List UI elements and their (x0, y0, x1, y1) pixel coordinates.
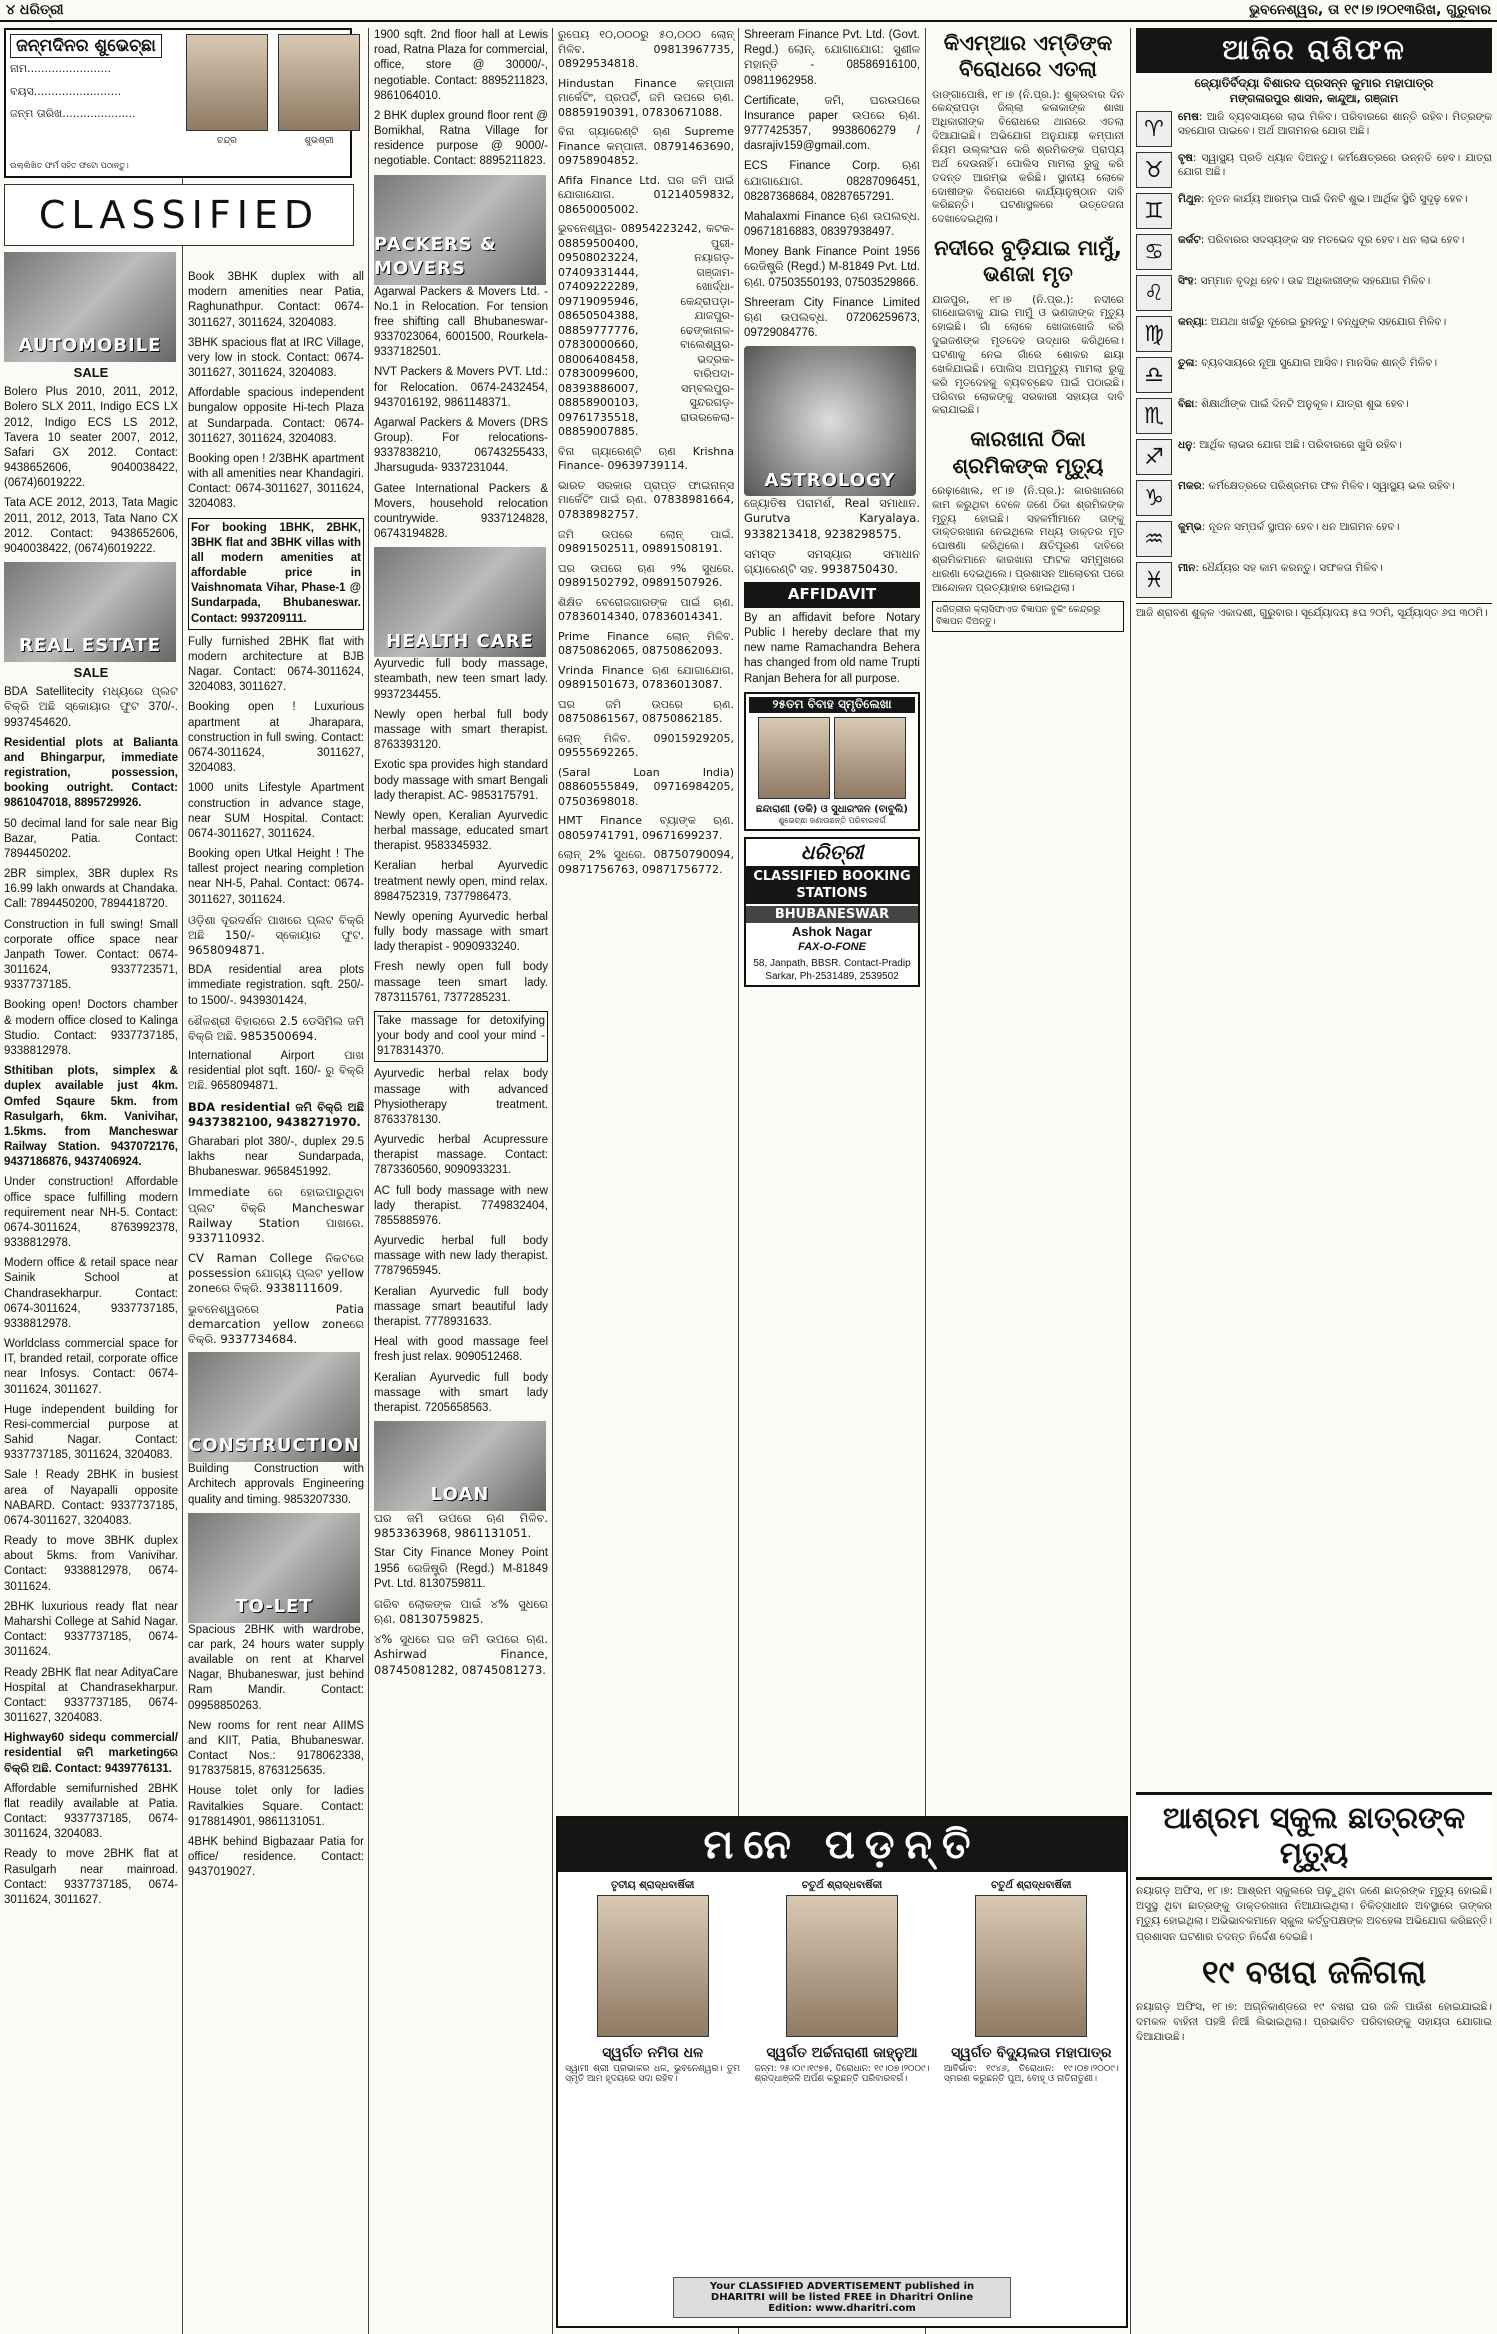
birthday-field-name: ନାମ........................ (10, 62, 111, 76)
list-item: Ayurvedic full body massage, steambath, new teen smart lady. 9937234455. (374, 658, 548, 701)
affidavit-heading: AFFIDAVIT (744, 582, 920, 608)
anniversary-title: ୨୫ତମ ବିବାହ ସ୍ମୃତିଲେଖା (749, 697, 915, 713)
news-headline: କାରଖାନା ଠିକା ଶ୍ରମିକଙ୍କ ମୃତ୍ୟୁ (952, 427, 1104, 478)
list-item: Affordable spacious independent bungalow opposite Hi-tech Plaza at Sundarpada. Contact: 0674-3011627, 3011624, 3204083. (188, 387, 364, 445)
zodiac-text: ବିଛା: ଶିକ୍ଷାର୍ଥୀଙ୍କ ପାଇଁ ଦିନଟି ଅନୁକୂଳ। ଯାତ୍ରା ଶୁଭ ହେବ। (1178, 398, 1409, 411)
zodiac-icon: ♍ (1136, 316, 1172, 352)
column-divider (182, 28, 183, 2334)
list-item: Star City Finance Money Point 1956 ରେଜିଷ୍ଟ୍ରି (Regd.) M-81849 Pvt. Ltd. 8130759811. (374, 1547, 548, 1590)
list-item: BDA Satellitecity ମଧ୍ୟରେ ପ୍ଲଟ ବିକ୍ରି ଅଛି ସ୍କୋୟାର ଫୁଟ 370/-. 9937454620. (4, 686, 178, 729)
list-item: 2 BHK duplex ground floor rent @ Bomikhal, Ratna Village for residence purpose @ 9000/- negotiable. Contact: 8895211823. (374, 109, 548, 168)
zodiac-entry (1136, 152, 1492, 188)
online-line: Your CLASSIFIED ADVERTISEMENT published in (709, 2281, 975, 2292)
zodiac-entry (1136, 357, 1492, 393)
child-photo (278, 34, 360, 131)
zodiac-icon: ♒ (1136, 521, 1172, 557)
zodiac-icon: ♌ (1136, 275, 1172, 311)
memorial-name: ସ୍ୱର୍ଗତ ଅର୍ଚ୍ଚନାରାଣୀ ଜାହ୍ନୁଆ (766, 2045, 918, 2061)
zodiac-entry (1136, 480, 1492, 516)
birthday-field-age: ବୟସ......................... (10, 84, 122, 98)
zodiac-name: କୁମ୍ଭ (1178, 521, 1202, 534)
list-item: Certificate, ଜମି, ଘରଉପରେ Insurance paper ଉପରେ ଋଣ. 9777425357, 9938606279 / dasrajiv159@gmail.com. (744, 94, 920, 153)
list-item: AC full body massage with new lady therapist. 7749832404, 7855885976. (374, 1184, 548, 1227)
child-name: ଶୁଭଶ୍ରୀ (304, 136, 334, 147)
list-item: ସମସ୍ତ ସମସ୍ୟାର ସମାଧାନ ଗ୍ୟାରେଣ୍ଟି ସହ. 9938750430. (744, 546, 920, 576)
online-notice (673, 2277, 1011, 2318)
memorial-caption: ଚତୁର୍ଥ ଶ୍ରାଦ୍ଧବାର୍ଷିକୀ (801, 1880, 883, 1891)
list-item: ଶିକ୍ଷିତ ବେରୋଜଗାରଙ୍କ ପାଇଁ ଋଣ. 07836014340, 07836014341. (558, 595, 734, 624)
list-item: NVT Packers & Movers PVT. Ltd.: for Relocation. 0674-2432454, 9437016192, 9861148371. (374, 366, 548, 409)
list-item: Afifa Finance Ltd. ଘର ଜମି ପାଇଁ ଯୋଗାଯୋଗ. 01214059832, 08650005002. (558, 173, 734, 216)
list-item: Mahalaxmi Finance ଋଣ ଉପଲବ୍ଧ. 09671816883, 08397938497. (744, 210, 920, 239)
zodiac-name: କନ୍ୟା (1178, 316, 1205, 329)
booking-address: 58, Janpath, BBSR. Contact-Pradip Sarkar, Ph-2531489, 2539502 (753, 957, 911, 983)
zodiac-name: କର୍କଟ (1178, 234, 1201, 247)
automobile-sale-heading: SALE (73, 365, 109, 380)
zodiac-text: କନ୍ୟା: ଅଯଥା ଖର୍ଚ୍ଚରୁ ଦୂରେଇ ରୁହନ୍ତୁ। ବନ୍ଧୁଙ୍କ ସହଯୋଗ ମିଳିବ। (1178, 316, 1447, 329)
list-item: ଲୋନ୍ 2% ସୁଧରେ. 08750790094, 09871756763, 09871756772. (558, 848, 734, 876)
list-item: 50 decimal land for sale near Big Bazar, Patia. Contact: 7894450202. (4, 817, 178, 860)
list-item: Shreeram Finance Pvt. Ltd. (Govt. Regd.) ଲୋନ୍. ଯୋଗାଯୋଗ: ସୁଶୀଳ ମହାନ୍ତି - 08586916100, 09811962958. (744, 29, 920, 87)
zodiac-name: ମିଥୁନ (1178, 193, 1201, 206)
list-item: Agarwal Packers & Movers Ltd. - No.1 in Relocation. For tension free shifting call Bhubaneswar- 9337023064, 6001500, Rourkela-9337182501. (374, 285, 548, 359)
list-item: Keralian Ayurvedic full body massage with smart lady therapist. 7205658563. (374, 1371, 548, 1414)
list-item: 1900 sqft. 2nd floor hall at Lewis road, Ratna Plaza for commercial, office, store @ 30000/-, negotiable. Contact: 8895211823, 9861064010. (374, 29, 548, 102)
packers-image: PACKERS & MOVERS (374, 175, 546, 285)
memorial-name: ସ୍ୱର୍ଗତ ନମିତା ଧଳ (602, 2045, 704, 2061)
list-item: Newly opening Ayurvedic herbal fully body massage with smart lady therapist - 9090933240. (374, 910, 548, 954)
booking-shop: FAX-O-FONE (798, 941, 866, 954)
zodiac-icon: ♉ (1136, 152, 1172, 188)
memorial-desc: ସ୍ୱାମୀ ଶ୍ରୀ ପ୍ରଭାକର ଧଳ, ଭୁବନେଶ୍ୱର। ତୁମ ସ୍ମୃତି ଆମ ହୃଦୟରେ ସଦା ରହିବ। (565, 2064, 741, 2084)
memorial-person (754, 1880, 929, 2084)
list-item: Ayurvedic herbal relax body massage with advanced Physiotherapy treatment. 8763378130. (374, 1068, 548, 1126)
zodiac-prediction: ଧୈର୍ଯ୍ୟର ସହ କାମ କରନ୍ତୁ। ସଫଳତା ମିଳିବ। (1202, 562, 1383, 575)
list-item: ECS Finance Corp. ଋଣ ଯୋଗାଯୋଗ. 08287096451, 08287368684, 08287657291. (744, 160, 920, 203)
memorial-person (944, 1880, 1119, 2084)
zodiac-prediction: ଅଯଥା ଖର୍ଚ୍ଚରୁ ଦୂରେଇ ରୁହନ୍ତୁ। ବନ୍ଧୁଙ୍କ ସହଯୋଗ ମିଳିବ। (1210, 316, 1447, 329)
list-item: 4BHK behind Bigbazaar Patia for office/ residence. Contact: 9437019027. (188, 1835, 364, 1879)
column-5 (744, 28, 920, 1714)
memorial-desc: ଜନ୍ମ: ୨୫।୦୯।୧୯୭୫, ତିରୋଧାନ: ୧୯।୦୭।୨୦୦୯। ଶ୍ରଦ୍ଧାଞ୍ଜଳି ଅର୍ପଣ କରୁଛନ୍ତି ପରିବାରବର୍ଗ। (754, 2064, 930, 2084)
news-body: ଯାଜପୁର, ୧୮।୭ (ନି.ପ୍ର.): ନଦୀରେ ଗାଧୋଇବାକୁ ଯାଇ ମାମୁଁ ଓ ଭଣଜାଙ୍କ ମୃତ୍ୟୁ ହୋଇଛି। ଗାଁ ଲୋକେ ଖୋଜାଖୋଜି କରି ଦୁଇଜଣଙ୍କ ମୃତଦେହ ଉଦ୍ଧାର କରିଥିଲେ। ଘଟଣାକୁ ନେଇ ଗାଁରେ ଶୋକର ଛାୟା ଖେଳିଯାଇଛି। ପୋଲିସ ଅପମୃତ୍ୟୁ ମାମଲା ରୁଜୁ କରି ମୃତଦେହକୁ ବ୍ୟବଚ୍ଛେଦ ପାଇଁ ପଠାଇଛି। ପରିବାର ଲୋକଙ୍କୁ ସରକାରୀ ସହାୟତା ଦାବି କରାଯାଇଛି। (932, 293, 1124, 417)
zodiac-prediction: ଆର୍ଥିକ ଲାଭର ଯୋଗ ଅଛି। ପରିବାରରେ ଖୁସି ରହିବ। (1199, 439, 1402, 452)
booking-title: CLASSIFIED BOOKING STATIONS (746, 866, 918, 904)
list-item: (Saral Loan India) 08860555849, 09716984205, 07503698018. (558, 765, 734, 808)
list-item: Bolero Plus 2010, 2011, 2012, Bolero SLX 2011, Indigo ECS LX 2012, Indigo ECS LS 2012, Tavera 10 seater 2007, 2012, Safari GX 2012. Contact: 9438652606, 9040038422, (0674)6019222. (4, 386, 178, 490)
booking-city: BHUBANESWAR (746, 906, 918, 923)
list-item: Gatee International Packers & Movers, household relocation countrywide. 9337124828, 06743194828. (374, 482, 548, 541)
child-photo (186, 34, 268, 131)
health-care-image: HEALTH CARE (374, 547, 546, 657)
memorial-photo (975, 1895, 1087, 2037)
list-item: ଘର ଜମି ଉପରେ ଋଣ ମିଳିବ. 9853363968, 9861131051. (374, 1511, 548, 1541)
memorial-caption: ତୃତୀୟ ଶ୍ରାଦ୍ଧବାର୍ଷିକୀ (611, 1880, 695, 1891)
list-item: ଜମି ଉପରେ ଲୋନ୍ ପାଇଁ. 09891502511, 09891508191. (558, 527, 734, 556)
list-item: Shreeram City Finance Limited ଋଣ ଉପଲବ୍ଧ. 07206259673, 09729084776. (744, 296, 920, 340)
tolet-image: TO-LET (188, 1513, 360, 1623)
memorial-title: ମନେ ପଡ଼ନ୍ତି (558, 1818, 1126, 1872)
zodiac-text: ମୀନ: ଧୈର୍ଯ୍ୟର ସହ କାମ କରନ୍ତୁ। ସଫଳତା ମିଳିବ। (1178, 562, 1383, 575)
list-item: Fully furnished 2BHK flat with modern architecture at BJB Nagar. Contact: 0674-3011624, 3204083, 3011627. (188, 635, 364, 694)
zodiac-name: ମେଷ (1178, 111, 1199, 124)
construction-image: CONSTRUCTION (188, 1352, 360, 1462)
zodiac-icon: ♋ (1136, 234, 1172, 270)
list-item: ୪% ସୁଧରେ ଘର ଜମି ଉପରେ ଋଣ. Ashirwad Finance, 08745081282, 08745081273. (374, 1632, 548, 1677)
zodiac-icon: ♓ (1136, 562, 1172, 598)
rashifala-title: ଆଜିର ରାଶିଫଳ (1136, 28, 1492, 73)
zodiac-name: ମକର (1178, 480, 1202, 493)
zodiac-text: ମକର: କର୍ମକ୍ଷେତ୍ରରେ ପରିଶ୍ରମର ଫଳ ମିଳିବ। ସ୍ୱାସ୍ଥ୍ୟ ଭଲ ରହିବ। (1178, 480, 1455, 493)
news-headline: ଆଶ୍ରମ ସ୍କୁଲ ଛାତ୍ରଙ୍କ ମୃତ୍ୟୁ (1136, 1792, 1492, 1880)
list-item: New rooms for rent near AIIMS and KIIT, Patia, Bhubaneswar. Contact Nos.: 9178062338, 9178375815, 8763125635. (188, 1719, 364, 1778)
list-item: Gharabari plot 380/-, duplex 29.5 lakhs near Sundarpada, Bhubaneswar. 9658451992. (188, 1135, 364, 1179)
column-divider (1130, 28, 1131, 2334)
zodiac-prediction: ସମ୍ମାନ ବୃଦ୍ଧି ହେବ। ଉଚ୍ଚ ଅଧିକାରୀଙ୍କ ସହଯୋଗ ମିଳିବ। (1200, 275, 1431, 288)
list-item: ଗରିବ ଲୋକଙ୍କ ପାଇଁ ୪% ସୁଧରେ ଋଣ. 08130759825. (374, 1596, 548, 1627)
zodiac-entry (1136, 234, 1492, 270)
list-item: Agarwal Packers & Movers (DRS Group). For relocations- 9337838210, 06743255433, Jharsuguda- 9337231044. (374, 416, 548, 475)
booking-note: ଧରିତ୍ରୀର କ୍ଲାସିଫାଏଡ ବିଜ୍ଞାପନ ବୁକିଂ କେନ୍ଦ୍ରରୁ ବିଜ୍ଞାପନ ଦିଅନ୍ତୁ। (932, 601, 1124, 633)
list-item: 1000 units Lifestyle Apartment construction in advance stage, near SUM Hospital. Contact: 0674-3011627, 3011624. (188, 782, 364, 840)
zodiac-entry (1136, 316, 1492, 352)
zodiac-icon: ♈ (1136, 111, 1172, 147)
list-item: ଶୈଳଶ୍ରୀ ବିହାରରେ 2.5 ଡେସିମିଲ ଜମି ବିକ୍ରି ଅଛି. 9853500694. (188, 1013, 364, 1043)
column-2 (188, 270, 364, 2334)
list-item: Booking open Utkal Height ! The tallest project nearing completion near NH-5, Pahal. Contact: 0674-3011627, 3011624. (188, 848, 364, 906)
zodiac-list (1136, 111, 1492, 598)
list-item: ଜ୍ୟୋତିଷ ପରାମର୍ଶ, Real ସମାଧାନ. Gurutva Karyalaya. 9338213418, 9238298575. (744, 496, 920, 541)
zodiac-name: ବୃଷ (1178, 152, 1193, 165)
list-item: International Airport ପାଖ residential plot sqft. 160/- ରୁ ବିକ୍ରି ଅଛି. 9658094871. (188, 1050, 364, 1093)
list-item: Building Construction with Architech approvals Engineering quality and timing. 9853207330. (188, 1463, 364, 1506)
list-item: Fresh newly open full body massage teen smart lady. 7873115761, 7377285231. (374, 961, 548, 1004)
child-name: ଚନ୍ଦ୍ର (216, 136, 237, 147)
real-estate-image: REAL ESTATE (4, 562, 176, 662)
online-line: Edition: www.dharitri.com (768, 2303, 916, 2314)
zodiac-text: ମିଥୁନ: ନୂତନ କାର୍ଯ୍ୟ ଆରମ୍ଭ ପାଇଁ ଦିନଟି ଶୁଭ। ଆର୍ଥିକ ସ୍ଥିତି ସୁଦୃଢ଼ ହେବ। (1178, 193, 1468, 206)
list-item: Ready 2BHK flat near AdityaCare Hospital at Chandrasekharpur. Contact: 9337737185, 0674-3011627, 3204083. (4, 1666, 178, 1725)
news-body: ନୟାଗଡ଼ ଅଫିସ, ୧୮।୭: ଆଶ୍ରମ ସ୍କୁଲରେ ପଢ଼ୁଥିବା ଜଣେ ଛାତ୍ରଙ୍କ ମୃତ୍ୟୁ ହୋଇଛି। ଅସୁସ୍ଥ ଥିବା ଛାତ୍ରଙ୍କୁ ଡାକ୍ତରଖାନା ନିଆଯାଇଥିଲା। ଚିକିତ୍ସାଧୀନ ଅବସ୍ଥାରେ ତାଙ୍କର ମୃତ୍ୟୁ ହୋଇଥିଲା। ଅଭିଭାବକମାନେ ସ୍କୁଲ କର୍ତ୍ତୃପକ୍ଷଙ୍କ ଅବହେଳା ଅଭିଯୋଗ କରିଛନ୍ତି। ପ୍ରଶାସନ ଘଟଣାର ତଦନ୍ତ ନିର୍ଦ୍ଦେଶ ଦେଇଛି। (1136, 1885, 1492, 1943)
zodiac-prediction: ଶିକ୍ଷାର୍ଥୀଙ୍କ ପାଇଁ ଦିନଟି ଅନୁକୂଳ। ଯାତ୍ରା ଶୁଭ ହେବ। (1201, 398, 1409, 411)
list-item: Booking open! Doctors chamber & modern office closed to Kalinga Studio. Contact: 9337737185, 9338812978. (4, 999, 178, 1057)
zodiac-name: ସିଂହ (1178, 275, 1194, 288)
column-6 (932, 28, 1124, 1714)
list-item: Keralian Ayurvedic full body massage smart beautiful lady therapist. 7778931633. (374, 1285, 548, 1328)
list-item: ବିନା ଗ୍ୟାରେଣ୍ଟି ଋଣ Krishna Finance- 09639739114. (558, 444, 734, 473)
list-item: Prime Finance ଲୋନ୍ ମିଳିବ. 08750862065, 08750862093. (558, 629, 734, 658)
news-headline: ନଦୀରେ ବୁଡ଼ିଯାଇ ମାମୁଁ, ଭଣଜା ମୃତ (934, 236, 1122, 287)
rashifala-author: ଜ୍ୟୋତିର୍ବିଦ୍ୟା ବିଶାରଦ ପ୍ରସନ୍ନ କୁମାର ମହାପାତ୍ର (1194, 75, 1434, 90)
bottom-news (1136, 1792, 1492, 2051)
list-item: 3BHK spacious flat at IRC Village, very low in stock. Contact: 0674-3011627, 3011624, 3204083. (188, 336, 364, 380)
list-item: Residential plots at Balianta and Bhingarpur, immediate registration, possession, booking outright. Contact: 9861047018, 8895729926. (4, 736, 178, 810)
list-item: Affordable semifurnished 2BHK flat readily available at Patia. Contact: 9337737185, 0674-3011624, 3204083. (4, 1782, 178, 1841)
dateline: ଭୁବନେଶ୍ୱର, ତା ୧୯।୭।୨୦୧୩ରିଖ, ଗୁରୁବାର (1249, 2, 1491, 18)
zodiac-text: ମେଷ: ଆଜି ବ୍ୟବସାୟରେ ଲାଭ ମିଳିବ। ପରିବାରରେ ଶାନ୍ତି ରହିବ। ମିତ୍ରଙ୍କ ସହଯୋଗ ପାଇବେ। ଅର୍ଥ ଆଗମନର ଯୋଗ ଅଛି। (1178, 111, 1492, 138)
birthday-box (4, 28, 352, 178)
list-item: 2BHK luxurious ready flat near Maharshi College at Sahid Nagar. Contact: 9337737185, 0674-3011624. (4, 1600, 178, 1659)
zodiac-entry (1136, 521, 1492, 557)
list-item: HMT Finance ବ୍ୟାଙ୍କ ଋଣ. 08059741791, 09671699237. (558, 814, 734, 842)
memorial-desc: ଆବିର୍ଭାବ: ୧୯୪୬, ତିରୋଧାନ: ୧୯।୦୭।୨୦୦୯। ସ୍ମରଣ କରୁଛନ୍ତି ପୁଅ, ବୋହୂ ଓ ନାତିନାତୁଣୀ। (943, 2064, 1119, 2084)
anniversary-box (744, 692, 920, 832)
list-item: Ayurvedic herbal Acupressure therapist massage. Contact: 7873360560, 9090933231. (374, 1134, 548, 1177)
memorial-name: ସ୍ୱର୍ଗତ ବିଦ୍ୟୁଲତା ମହାପାତ୍ର (951, 2045, 1112, 2061)
memorial-person (565, 1880, 740, 2084)
list-item: BDA residential area plots immediate registration. sqft. 250/- to 1500/-. 9439301424. (188, 964, 364, 1007)
list-item: ଭୁବନେଶ୍ୱର- 08954223242, କଟକ- 08859500400, ପୁରୀ- 09508023224, ନୟାଗଡ଼- 07409331444, ଗଞ୍ଜାମ- 07409222289, ଖୋର୍ଦ୍ଧା- 09719095946, କେନ୍ଦ୍ରାପଡ଼ା- 08650504388, ଯାଜପୁର- 08859777776, ଢେଙ୍କାନାଳ- 07830000660, ବାଲେଶ୍ୱର- 08006408458, ଭଦ୍ରକ- 07830099600, ବାରିପଦା- 08393886007, ସମ୍ବଲପୁର- 08858900103, ସୁନ୍ଦରଗଡ଼- 09761735518, ରାଉରକେଲା- 08859007885. (558, 222, 734, 439)
list-item: Immediate ରେ ହୋଇପାରୁଥିବା ପ୍ଲଟ ବିକ୍ରି Mancheswar Railway Station ପାଖରେ. 9337110932. (188, 1185, 364, 1245)
list-item: ଓଡ଼ିଶା ଦୂରଦର୍ଶନ ପାଖରେ ପ୍ଲଟ ବିକ୍ରି ଅଛି 150/- ସ୍କୋୟାର ଫୁଟ. 9658094871. (188, 912, 364, 958)
list-item: Ayurvedic herbal full body massage with new lady therapist. 7787965945. (374, 1235, 548, 1278)
booking-area: Ashok Nagar (791, 924, 873, 940)
zodiac-entry (1136, 439, 1492, 475)
zodiac-text: ତୁଳା: ବ୍ୟବସାୟରେ ନୂଆ ସୁଯୋଗ ଆସିବ। ମାନସିକ ଶାନ୍ତି ମିଳିବ। (1178, 357, 1438, 370)
list-item: 2BR simplex, 3BR duplex Rs 16.99 lakh onwards at Chandaka. Call: 7894450200, 7894418720. (4, 868, 178, 911)
astrology-image: ASTROLOGY (744, 346, 916, 496)
zodiac-name: ଧନୁ (1178, 439, 1193, 452)
list-item: Ready to move 3BHK duplex about 5kms. from Vanivihar. Contact: 9338812978, 0674-3011624. (4, 1535, 178, 1593)
zodiac-icon: ♑ (1136, 480, 1172, 516)
news-body: ନୟାଗଡ଼ ଅଫିସ, ୧୮।୭: ଅଗ୍ନିକାଣ୍ଡରେ ୧୯ ବଖରା ଘର ଜଳି ପାଉଁଶ ହୋଇଯାଇଛି। ଦମକଳ ବାହିନୀ ପହଞ୍ଚି ନିଆଁ ଲିଭାଇଥିଲା। ପ୍ରଭାବିତ ପରିବାରଙ୍କୁ ସହାୟତା ଯୋଗାଇ ଦିଆଯାଉଛି। (1136, 2000, 1492, 2044)
birthday-field-dob: ଜନ୍ମ ତାରିଖ..................... (10, 107, 136, 121)
list-item: CV Raman College ନିକଟରେ possession ଯୋଗ୍ୟ ପ୍ଲଟ yellow zoneରେ ବିକ୍ରି. 9338111609. (188, 1251, 364, 1296)
list-item: Money Bank Finance Point 1956 ରେଜିଷ୍ଟ୍ରି (Regd.) M-81849 Pvt. Ltd. ଋଣ. 07503550193, 07503529866. (744, 246, 920, 289)
zodiac-text: କର୍କଟ: ପରିବାରର ସଦସ୍ୟଙ୍କ ସହ ମତଭେଦ ଦୂର ହେବ। ଧନ ଲାଭ ହେବ। (1178, 234, 1465, 247)
zodiac-prediction: ନୂତନ କାର୍ଯ୍ୟ ଆରମ୍ଭ ପାଇଁ ଦିନଟି ଶୁଭ। ଆର୍ଥିକ ସ୍ଥିତି ସୁଦୃଢ଼ ହେବ। (1207, 193, 1468, 206)
news-headline: କିଏମ୍‌ଆର ଏମ୍‌ଡିଙ୍କ ବିରୋଧରେ ଏତଲା (943, 31, 1113, 82)
birthday-note: ଉଲ୍ଲିଖିତ ଫର୍ମ ସହିତ ଫଟୋ ପଠାନ୍ତୁ। (10, 161, 129, 171)
list-item: ଘର ଜମି ଉପରେ ଋଣ. 08750861567, 08750862185. (558, 697, 734, 726)
zodiac-icon: ♎ (1136, 357, 1172, 393)
affidavit-text: By an affidavit before Notary Public I hereby declare that my new name Ramachandra Behera has changed from old name Trupti Ranjan Behera for all purpose. (744, 611, 920, 685)
zodiac-entry (1136, 193, 1492, 229)
zodiac-entry (1136, 111, 1492, 147)
zodiac-name: ମୀନ (1178, 562, 1196, 575)
list-item: Take massage for detoxifying your body and cool your mind - 9178314370. (374, 1011, 548, 1063)
list-item: For booking 1BHK, 2BHK, 3BHK flat and 3BHK villas with all modern amenities at affordable price in Vaishnomata Vihar, Phase-1 @ Sundarpada, Bhubaneswar. Contact: 9937209111. (188, 518, 364, 630)
anniversary-note: ଶୁଭେଚ୍ଛା ଜଣାଉଛନ୍ତି ପରିବାରବର୍ଗ (778, 815, 886, 825)
list-item: ବିନା ଗ୍ୟାରେଣ୍ଟି ଋଣ Supreme Finance କମ୍ପାନୀ. 08791463690, 09758904852. (558, 125, 734, 168)
list-item: Booking open ! 2/3BHK apartment with all amenities near Khandagiri. Contact: 0674-3011627, 3011624, 3204083. (188, 452, 364, 511)
couple-photo (758, 717, 830, 799)
list-item: Exotic spa provides high standard body massage with smart Bengali lady therapist. AC- 9853175791. (374, 759, 548, 802)
list-item: Huge independent building for Resi-commercial purpose at Sahid Nagar. Contact: 9337737185, 3011624, 3204083. (4, 1403, 178, 1462)
column-4 (558, 28, 734, 1714)
list-item: Ready to move 2BHK flat at Rasulgarh near mainroad. Contact: 9337737185, 0674-3011624, 3011627. (4, 1848, 178, 1906)
page-header (0, 0, 1497, 22)
zodiac-text: ବୃଷ: ସ୍ୱାସ୍ଥ୍ୟ ପ୍ରତି ଧ୍ୟାନ ଦିଅନ୍ତୁ। କର୍ମକ୍ଷେତ୍ରରେ ଉନ୍ନତି ହେବ। ଯାତ୍ରା ଯୋଗ ଅଛି। (1178, 152, 1492, 179)
rashifala-column (1136, 28, 1492, 1784)
list-item: ଭାରତ ସରକାର ପ୍ରାପ୍ତ ଫାଇନାନ୍ସ ମାର୍କେଟିଂ ପାଇଁ ଋଣ. 07838981664, 07838982757. (558, 478, 734, 521)
column-divider (368, 28, 369, 2334)
memorial-caption: ଚତୁର୍ଥ ଶ୍ରାଦ୍ଧବାର୍ଷିକୀ (991, 1880, 1072, 1891)
real-estate-sale-heading: SALE (73, 665, 109, 681)
list-item: Modern office & retail space near Sainik School at Chandrasekharpur. Contact: 0674-3011624, 9337737185, 9338812978. (4, 1257, 178, 1330)
list-item: Heal with good massage feel fresh just relax. 9090512468. (374, 1336, 548, 1364)
zodiac-entry (1136, 398, 1492, 434)
zodiac-text: କୁମ୍ଭ: ନୂତନ ସମ୍ପର୍କ ସ୍ଥାପନ ହେବ। ଧନ ଆଗମନ ହେବ। (1178, 521, 1400, 534)
zodiac-prediction: ସ୍ୱାସ୍ଥ୍ୟ ପ୍ରତି ଧ୍ୟାନ ଦିଅନ୍ତୁ। କର୍ମକ୍ଷେତ୍ରରେ ଉନ୍ନତି ହେବ। ଯାତ୍ରା ଯୋଗ ଅଛି। (1178, 152, 1492, 179)
column-3 (374, 28, 548, 2334)
list-item: Keralian herbal Ayurvedic treatment newly open, mind relax. 8984752319, 7377986473. (374, 860, 548, 903)
list-item: Vrinda Finance ଋଣ ଯୋଗାଯୋଗ. 09891501673, 07836013087. (558, 663, 734, 692)
list-item: Booking open ! Luxurious apartment at Jharapara, construction in full swing. Contact: 0674-3011624, 3011627, 3204083. (188, 701, 364, 775)
list-item: Hindustan Finance କମ୍ପାନୀ ମାର୍କେଟିଂ, ପ୍ରପର୍ଟି, ଜମି ଉପରେ ଋଣ. 08859190391, 07830671088. (558, 76, 734, 119)
online-line: DHARITRI will be listed FREE in Dharitri Online (710, 2292, 974, 2303)
zodiac-name: ବିଛା (1178, 398, 1195, 411)
list-item: Under construction! Affordable office space fulfilling modern requirement near NH-5. Contact: 0674-3011624, 8763992378, 9338812978. (4, 1176, 178, 1250)
list-item: ଘର ଉପରେ ଋଣ ୨% ସୁଧରେ. 09891502792, 09891507926. (558, 561, 734, 590)
booking-stations-box (744, 837, 920, 987)
classified-logo: CLASSIFIED (4, 184, 354, 246)
birthday-title: ଜନ୍ମଦିନର ଶୁଭେଚ୍ଛା (10, 34, 162, 58)
zodiac-entry (1136, 275, 1492, 311)
page-number: ୪ ଧରିତ୍ରୀ (6, 2, 64, 18)
zodiac-icon: ♊ (1136, 193, 1172, 229)
news-body: ଡାଙ୍ଗାପୋଷି, ୧୮।୭ (ନି.ପ୍ର.): ଶୁକ୍ରବାର ଦିନ କେନ୍ଦ୍ରାପଡ଼ା ଜିଲ୍ଲା କଳାକାଙ୍କ ଶାଖା ଅଧିକାରୀଙ୍କ ବିରୋଧରେ ଥାନାରେ ଏତଲା ଦିଆଯାଇଛି। ଅଭିଯୋଗ ଅନୁଯାୟୀ କମ୍ପାନୀ ନିୟମ ଉଲ୍ଲଂଘନ କରି ଶ୍ରମିକଙ୍କ ପ୍ରାପ୍ୟ ଅର୍ଥ ଦେଉନାହିଁ। ପୋଲିସ ମାମଲା ରୁଜୁ କରି ତଦନ୍ତ ଆରମ୍ଭ କରିଛି। ସ୍ଥାନୀୟ ଲୋକେ ଦୋଷୀଙ୍କ ବିରୋଧରେ କାର୍ଯ୍ୟାନୁଷ୍ଠାନ ଦାବି କରିଛନ୍ତି। ଘଟଣାସ୍ଥଳରେ ଉତ୍ତେଜନା ଦେଖାଦେଇଥିଲା। (932, 88, 1124, 226)
zodiac-icon: ♐ (1136, 439, 1172, 475)
zodiac-name: ତୁଳା (1178, 357, 1195, 370)
zodiac-icon: ♏ (1136, 398, 1172, 434)
list-item: Newly open herbal full body massage with smart therapist. 8763393120. (374, 708, 548, 752)
list-item: House tolet only for ladies Ravitalkies Square. Contact: 9178814901, 9861131051. (188, 1785, 364, 1828)
couple-photo (834, 717, 906, 799)
list-item: Highway60 sidequ commercial/ residential ଜମି marketingରେ ବିକ୍ରି ଅଛି. Contact: 9439776131. (4, 1732, 178, 1775)
rashifala-place: ମଙ୍ଗଳାରପୁର ଶାସନ, କାନ୍ଦୁଆ, ଗଞ୍ଜାମ (1229, 91, 1399, 105)
list-item: ରୁପେୟ ୧୦,୦୦୦ରୁ ୫୦,୦୦୦ ଲୋନ୍ ମିଳିବ. 09813967735, 08929534818. (558, 28, 734, 71)
news-body: ରେଢ଼ାଖୋଲ, ୧୮।୭ (ନି.ପ୍ର.): କାରଖାନାରେ କାମ କରୁଥିବା ବେଳେ ଜଣେ ଠିକା ଶ୍ରମିକଙ୍କ ମୃତ୍ୟୁ ହୋଇଛି। ସହକର୍ମୀମାନେ ତାଙ୍କୁ ଡାକ୍ତରଖାନା ନେଇଥିଲେ ମଧ୍ୟ ଡାକ୍ତର ମୃତ ଘୋଷଣା କରିଥିଲେ। କ୍ଷତିପୂରଣ ଦାବିରେ ଶ୍ରମିକମାନେ କାରଖାନା ଫାଟକ ସମ୍ମୁଖରେ ଧାରଣା ଦେଇଥିଲେ। ପ୍ରଶାସନ ଆଲୋଚନା ପରେ ଆନ୍ଦୋଳନ ପ୍ରତ୍ୟାହାର ହୋଇଥିଲା। (932, 484, 1124, 594)
news-headline: ୧୯ ବଖରା ଜଳିଗଲା (1201, 1952, 1427, 1991)
memorial-photo (597, 1895, 709, 2037)
list-item: Sthitiban plots, simplex & duplex available just 4km. Omfed Sqaure 5km. from Rasulgarh, 6km. Vanivihar, 1.5kms. from Mancheswar Railway Station. 9437072176, 9437186876, 9437406924. (4, 1065, 178, 1169)
list-item: Newly open, Keralian Ayurvedic herbal massage, educated smart therapist. 9583345932. (374, 809, 548, 853)
list-item: ଲୋନ୍ ମିଳିବ. 09015929205, 09555692265. (558, 731, 734, 760)
list-item: Tata ACE 2012, 2013, Tata Magic 2011, 2012, 2013, Tata Nano CX 2012. Contact: 9438652606, 9040038422, (0674)6019222. (4, 497, 178, 555)
zodiac-text: ଧନୁ: ଆର୍ଥିକ ଲାଭର ଯୋଗ ଅଛି। ପରିବାରରେ ଖୁସି ରହିବ। (1178, 439, 1402, 452)
zodiac-prediction: ଆଜି ବ୍ୟବସାୟରେ ଲାଭ ମିଳିବ। ପରିବାରରେ ଶାନ୍ତି ରହିବ। ମିତ୍ରଙ୍କ ସହଯୋଗ ପାଇବେ। ଅର୍ଥ ଆଗମନର ଯୋଗ ଅଛି। (1178, 111, 1492, 138)
rashifala-footer: ଆଜି ଶ୍ରାବଣ ଶୁକ୍ଳ ଏକାଦଶୀ, ଗୁରୁବାର। ସୂର୍ଯ୍ୟୋଦୟ ୫ଘ ୨୦ମି, ସୂର୍ଯ୍ୟାସ୍ତ ୬ଘ ୩୦ମି। (1136, 603, 1492, 621)
zodiac-prediction: ବ୍ୟବସାୟରେ ନୂଆ ସୁଯୋଗ ଆସିବ। ମାନସିକ ଶାନ୍ତି ମିଳିବ। (1201, 357, 1438, 370)
list-item: Construction in full swing! Small corporate office space near Janpath Tower. Contact: 0674-3011624, 9337723571, 9337737185. (4, 918, 178, 992)
zodiac-prediction: ପରିବାରର ସଦସ୍ୟଙ୍କ ସହ ମତଭେଦ ଦୂର ହେବ। ଧନ ଲାଭ ହେବ। (1207, 234, 1465, 247)
loan-image: LOAN (374, 1421, 546, 1511)
memorial-box (556, 1816, 1128, 2328)
automobile-image: AUTOMOBILE (4, 252, 176, 362)
list-item: Book 3BHK duplex with all modern amenities near Patia, Raghunathpur. Contact: 0674-3011627, 3011624, 3204083. (188, 271, 364, 329)
column-divider (552, 28, 553, 2334)
zodiac-prediction: ନୂତନ ସମ୍ପର୍କ ସ୍ଥାପନ ହେବ। ଧନ ଆଗମନ ହେବ। (1208, 521, 1400, 534)
list-item: Worldclass commercial space for IT, branded retail, corporate office near Infosys. Contact: 0674-3011624, 3011627. (4, 1338, 178, 1396)
zodiac-prediction: କର୍ମକ୍ଷେତ୍ରରେ ପରିଶ୍ରମର ଫଳ ମିଳିବ। ସ୍ୱାସ୍ଥ୍ୟ ଭଲ ରହିବ। (1208, 480, 1455, 493)
zodiac-entry (1136, 562, 1492, 598)
memorial-photo (786, 1895, 898, 2037)
zodiac-text: ସିଂହ: ସମ୍ମାନ ବୃଦ୍ଧି ହେବ। ଉଚ୍ଚ ଅଧିକାରୀଙ୍କ ସହଯୋଗ ମିଳିବ। (1178, 275, 1431, 288)
list-item: BDA residential ଜମି ବିକ୍ରି ଅଛି 9437382100, 9438271970. (188, 1099, 364, 1129)
list-item: ଭୁବନେଶ୍ୱରରେ Patia demarcation yellow zoneରେ ବିକ୍ରି. 9337734684. (188, 1301, 364, 1346)
anniversary-names: ଛନ୍ଦାରାଣୀ (ଡକି) ଓ ସୁଧାରଂଜନ (ବାବୁଲି) (756, 803, 908, 815)
booking-brand: ଧରିତ୍ରୀ (800, 840, 864, 865)
list-item: Spacious 2BHK with wardrobe, car park, 24 hours water supply available on rent at Kharvel Nagar, Bhubaneswar, just behind Ram Mandir. Contact: 09958850263. (188, 1623, 364, 1712)
list-item: Sale ! Ready 2BHK in busiest area of Nayapalli opposite NABARD. Contact: 9337737185, 0674-3011627, 3204083. (4, 1469, 178, 1527)
